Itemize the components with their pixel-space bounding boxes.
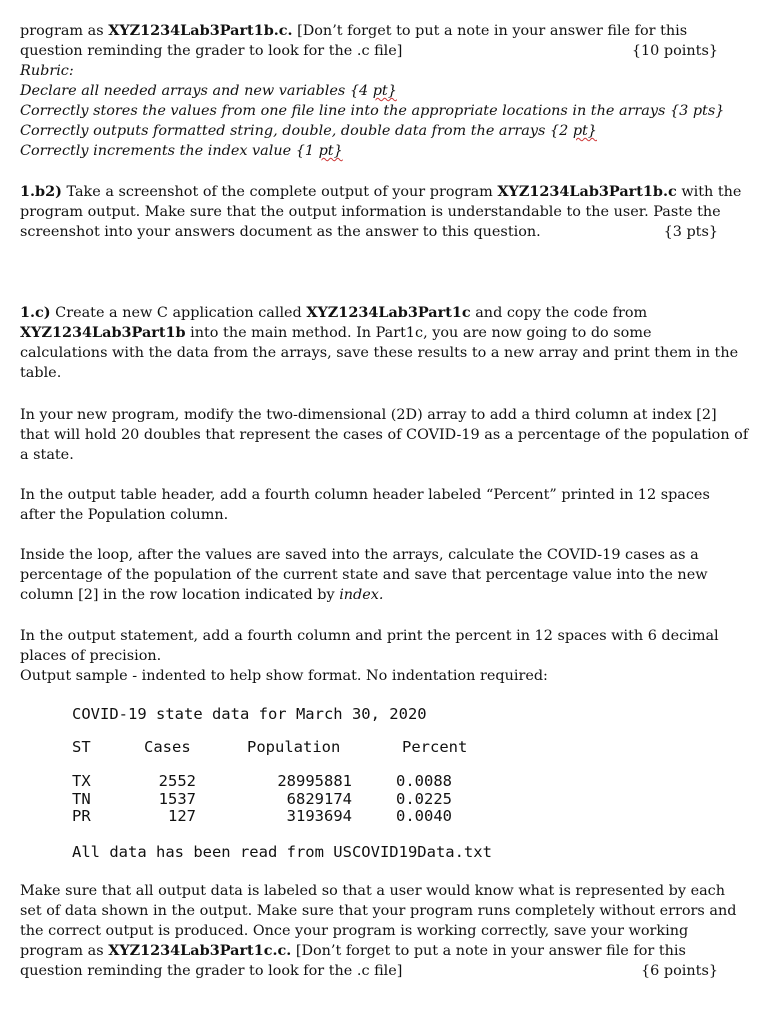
text-line: that will hold 20 doubles that represent the cases of COVID-19 as a percentage of the population of (20, 427, 749, 443)
q1c-line-4: table. (20, 365, 62, 381)
text: question reminding the grader to look for the .c file] (20, 43, 403, 59)
cell-population: 6829174 (286, 789, 352, 808)
filename: XYZ1234Lab3Part1b.c. (108, 22, 293, 39)
top-line-2 (20, 41, 742, 61)
text: Create a new C application called (50, 305, 307, 321)
cell-percent: 0.0040 (396, 807, 452, 825)
text: program as (20, 23, 109, 39)
q1b2-line-3 (20, 222, 742, 242)
cell-state: PR (72, 807, 91, 825)
filename: XYZ1234Lab3Part1c.c. (108, 942, 292, 959)
q1b2-line-2: program output. Make sure that the output information is understandable to the user. Paste the (20, 204, 721, 220)
cell-state: TN (72, 789, 91, 808)
table-row (72, 808, 492, 826)
q1c-line-3: calculations with the data from the arrays, save these results to a new array and print them in the (20, 345, 739, 361)
text: pt} (318, 143, 343, 159)
rubric-item-1 (20, 81, 742, 101)
text: and copy the code from (470, 305, 648, 321)
text-line: Inside the loop, after the values are saved into the arrays, calculate the COVID-19 cases as a (20, 547, 699, 563)
header-cases: Cases (144, 738, 191, 756)
text-line: percentage of the population of the current state and save that percentage value into the new (20, 567, 708, 583)
paragraph-header (20, 485, 742, 525)
question-1c (20, 303, 742, 383)
text: Take a screenshot of the complete output of your program (61, 184, 498, 200)
cell-cases: 127 (168, 807, 196, 825)
text: Declare all needed arrays and new variables {4 (20, 83, 373, 99)
text: Correctly outputs formatted string, double, double data from the arrays {2 (20, 123, 573, 139)
text: question reminding the grader to look for the .c file] (20, 963, 403, 979)
cell-cases: 1537 (158, 789, 196, 808)
points-label: {6 points} (641, 963, 718, 979)
sample-header-row (72, 739, 492, 757)
filename: XYZ1234Lab3Part1b.c (497, 183, 677, 200)
q1b2-line-1 (20, 182, 742, 202)
header-population: Population (247, 738, 341, 756)
q1c-line-2 (20, 323, 742, 343)
paragraph-output (20, 626, 742, 686)
q1c-line-1 (20, 303, 742, 323)
text-line: In the output table header, add a fourth column header labeled “Percent” printed in 12 spaces (20, 487, 710, 503)
question-label: 1.b2) (20, 183, 62, 200)
text-line: places of precision. (20, 648, 162, 664)
filename: XYZ1234Lab3Part1b (20, 324, 186, 341)
text: index. (339, 587, 384, 603)
table-row (72, 773, 492, 791)
text: into the main method. In Part1c, you are now going to do some (185, 325, 652, 341)
text: [Don’t forget to put a note in your answer file for this (291, 943, 686, 959)
sample-footer: All data has been read from USCOVID19Data.txt (72, 843, 492, 861)
top-block (20, 21, 742, 161)
points-label: {10 points} (631, 43, 718, 59)
text-line: Output sample - indented to help show format. No indentation required: (20, 668, 548, 684)
text: program as (20, 943, 109, 959)
cell-percent: 0.0225 (396, 789, 452, 808)
rubric-item-4 (20, 141, 742, 161)
text: with the (676, 184, 742, 200)
text-line: In the output statement, add a fourth column and print the percent in 12 spaces with 6 decimal (20, 628, 719, 644)
points-label: {3 pts} (663, 224, 718, 240)
question-1b2 (20, 182, 742, 242)
text-line: In your new program, modify the two-dimensional (2D) array to add a third column at index [2] (20, 407, 717, 423)
rubric-label: Rubric: (20, 63, 74, 79)
header-percent: Percent (402, 738, 468, 756)
text: column [2] in the row location indicated by (20, 587, 340, 603)
rubric-item-2: Correctly stores the values from one file line into the appropriate locations in the arrays {3 pts} (20, 103, 725, 119)
rubric-item-3 (20, 121, 742, 141)
cell-percent: 0.0088 (396, 772, 452, 790)
text: screenshot into your answers document as the answer to this question. (20, 224, 541, 240)
text-line: after the Population column. (20, 507, 229, 523)
filename: XYZ1234Lab3Part1c (306, 304, 471, 321)
text: pt} (572, 123, 597, 139)
cell-state: TX (72, 772, 91, 790)
text-line: the correct output is produced. Once your program is working correctly, save your working (20, 923, 689, 939)
text: [Don’t forget to put a note in your answer file for this (292, 23, 688, 39)
text-line: a state. (20, 447, 74, 463)
text-line: Make sure that all output data is labeled so that a user would know what is represented by each (20, 883, 726, 899)
paragraph-loop (20, 545, 742, 605)
sample-title: COVID-19 state data for March 30, 2020 (72, 705, 427, 723)
header-st: ST (72, 738, 91, 756)
paragraph-final (20, 881, 742, 981)
sample-table (72, 773, 492, 826)
text-line (20, 961, 742, 981)
text: Correctly increments the index value {1 (20, 143, 319, 159)
cell-population: 28995881 (277, 772, 352, 790)
cell-population: 3193694 (286, 807, 352, 825)
top-line-1 (20, 21, 742, 41)
text-line (20, 585, 742, 605)
table-row (72, 791, 492, 809)
paragraph-2d-array (20, 405, 749, 465)
text-line (20, 941, 742, 961)
text-line: set of data shown in the output. Make sure that your program runs completely without errors and (20, 903, 737, 919)
question-label: 1.c) (20, 304, 51, 321)
text: pt} (372, 83, 397, 99)
cell-cases: 2552 (158, 772, 196, 790)
